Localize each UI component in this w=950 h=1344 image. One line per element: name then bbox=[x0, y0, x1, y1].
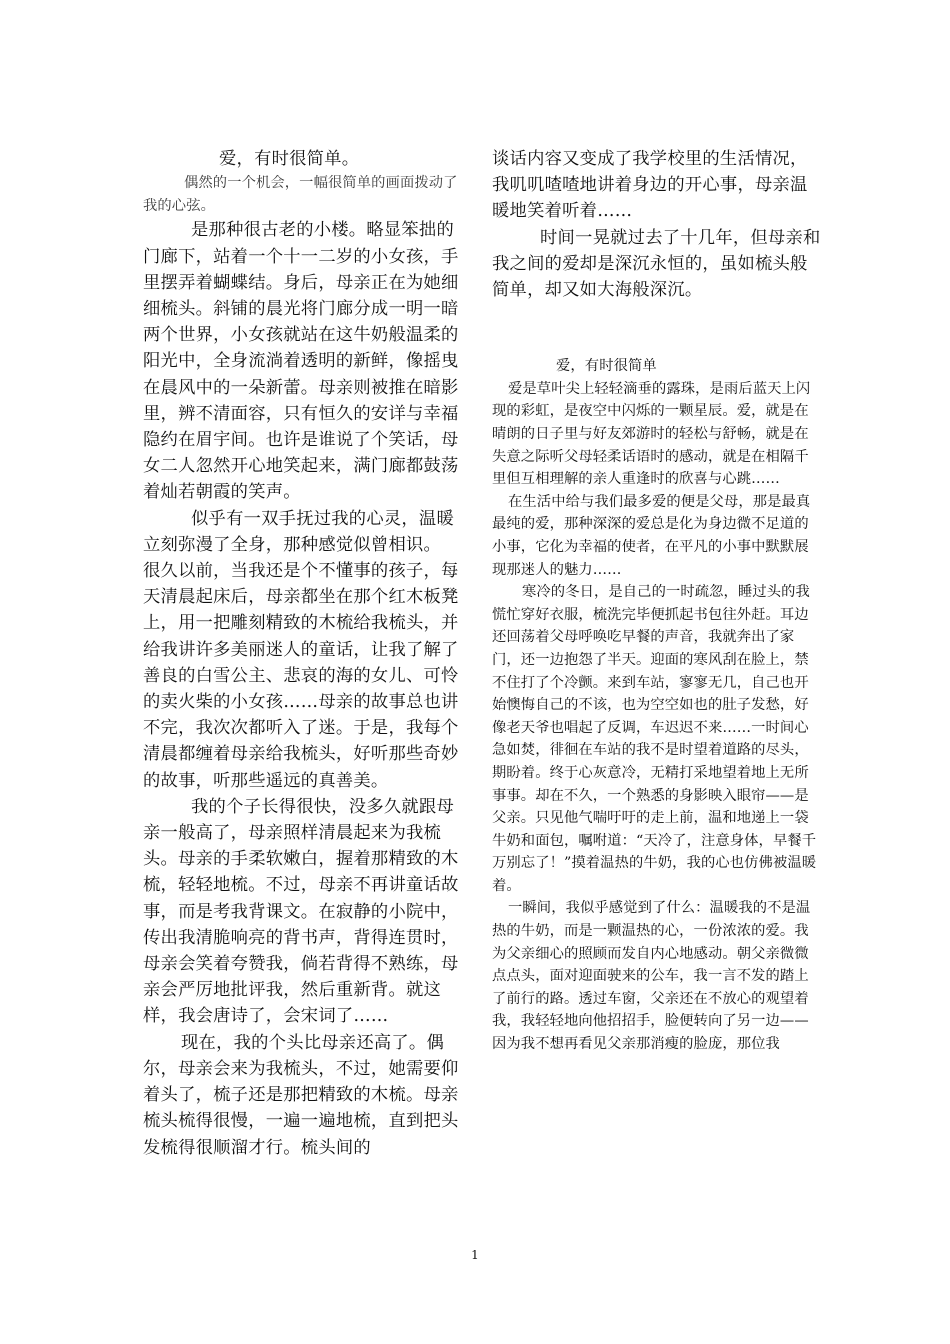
right-column bbox=[492, 146, 822, 1056]
body-paragraph: 现在，我的个头比母亲还高了。偶尔，母亲会来为我梳头，不过，她需要仰着头了，梳子还是那把精致的木梳。母亲梳头梳得很慢，一遍一遍地梳，直到把头发梳得很顺溜才行。梳头间的 bbox=[143, 1032, 459, 1158]
body-paragraph: 我的个子长得很快，没多久就跟母亲一般高了，母亲照样清晨起来为我梳头。母亲的手柔软嫩白，握着那精致的木梳，轻轻地梳。不过，母亲不再讲童话故事，而是考我背课文。在寂静的小院中，传出我清脆响亮的背书声，背得连贯时，母亲会笑着夸赞我，倘若背得不熟练，母亲会严厉地批评我，然后重新背。就这样，我会唐诗了，会宋词了…… bbox=[143, 796, 459, 1027]
body-paragraph: 似乎有一双手抚过我的心灵，温暖立刻弥漫了全身，那种感觉似曾相识。 bbox=[143, 508, 454, 555]
body-paragraph: 是那种很古老的小楼。略显笨拙的门廊下，站着一个十一二岁的小女孩，手里摆弄着蝴蝶结。身后，母亲正在为她细细梳头。斜铺的晨光将门廊分成一明一暗两个世界，小女孩就站在这牛奶般温柔的阳光中，全身流淌着透明的新鲜，像摇曳在晨风中的一朵新蕾。母亲则被推在暗影里，辨不清面容，只有恒久的安详与幸福隐约在眉宇间。也许是谁说了个笑话，母女二人忽然开心地笑起来，满门廊都鼓荡着灿若朝霞的笑声。 bbox=[143, 220, 459, 503]
continued-paragraph: 时间一晃就过去了十几年，但母亲和我之间的爱却是深沉永恒的，虽如梳头般简单，却又如大海般深沉。 bbox=[492, 227, 821, 301]
body-paragraph: 在生活中给与我们最多爱的便是父母，那是最真最纯的爱，那种深深的爱总是化为身边微不足道的小事，它化为幸福的使者，在平凡的小事中默默展现那迷人的魅力…… bbox=[492, 493, 811, 578]
intro-paragraph: 偶然的一个机会，一幅很简单的画面拨动了我的心弦。 bbox=[143, 175, 458, 214]
essay-title-2: 爱，有时很简单 bbox=[556, 358, 657, 375]
page-number: 1 bbox=[471, 1248, 479, 1262]
body-paragraph: 很久以前，当我还是个不懂事的孩子，每天清晨起床后，母亲都坐在那个红木板凳上，用一把雕刻精致的木梳给我梳头，并给我讲许多美丽迷人的童话，让我了解了善良的白雪公主、悲哀的海的女儿、可怜的卖火柴的小女孩……母亲的故事总也讲不完，我次次都听入了迷。于是，我每个清晨都缠着母亲给我梳头，好听那些奇妙的故事，听那些遥远的真善美。 bbox=[143, 561, 459, 791]
body-paragraph: 寒冷的冬日，是自己的一时疏忽，睡过头的我慌忙穿好衣服，梳洗完毕便抓起书包往外赶。耳边还回荡着父母呼唤吃早餐的声音，我就奔出了家门，还一边抱怨了半天。迎面的寒风刮在脸上，禁不住打了个冷颤。来到车站，寥寥无几，自己也开始懊悔自己的不该，也为空空如也的肚子发愁，好像老天爷也唱起了反调，车迟迟不来……一时间心急如焚，徘徊在车站的我不是时望着道路的尽头，期盼着。终于心灰意冷，无精打采地望着地上无所事事。却在不久，一个熟悉的身影映入眼帘——是父亲。只见他气喘吁吁的走上前，温和地递上一袋牛奶和面包，嘱咐道：“天冷了，注意身体，早餐千万别忘了！”摸着温热的牛奶，我的心也仿佛被温暖着。 bbox=[492, 584, 817, 894]
essay-title-1: 爱，有时很简单。 bbox=[219, 149, 360, 169]
body-paragraph: 一瞬间，我似乎感觉到了什么：温暖我的不是温热的牛奶，而是一颗温热的心，一份浓浓的爱。我为父亲细心的照顾而发自内心地感动。朝父亲微微点点头，面对迎面驶来的公车，我一言不发的踏上了前行的路。透过车窗，父亲还在不放心的观望着我，我轻轻地向他招招手，脸便转向了另一边——因为我不想再看见父亲那消瘦的脸庞，那位我 bbox=[492, 900, 811, 1053]
body-paragraph: 爱是草叶尖上轻轻滴垂的露珠，是雨后蓝天上闪现的彩虹，是夜空中闪烁的一颗星辰。爱，就是在晴朗的日子里与好友郊游时的轻松与舒畅，就是在失意之际听父母轻柔话语时的感动，就是在相隔千里但互相理解的亲人重逢时的欣喜与心跳…… bbox=[492, 380, 811, 488]
continued-paragraph: 谈话内容又变成了我学校里的生活情况，我叽叽喳喳地讲着身边的开心事，母亲温暖地笑着听着…… bbox=[492, 149, 808, 222]
left-column bbox=[143, 146, 467, 1161]
